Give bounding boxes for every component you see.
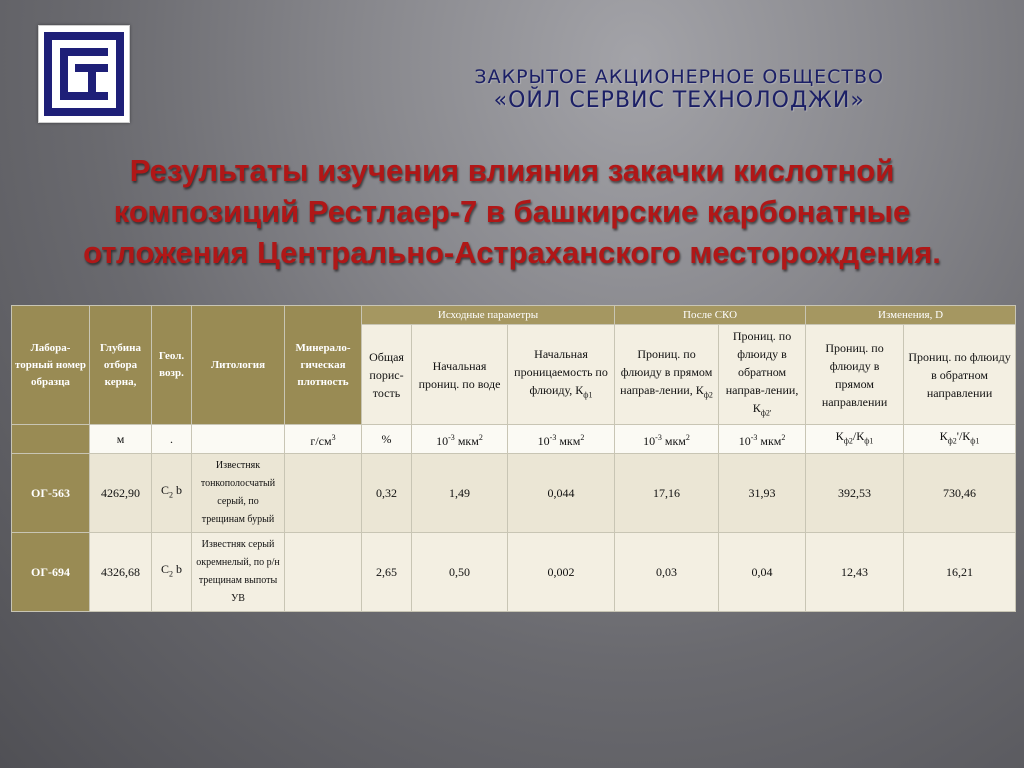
row-change-reverse: 16,21 [904, 532, 1016, 611]
unit-ratio-sub2: ф1 [970, 436, 980, 446]
row-change-reverse: 730,46 [904, 453, 1016, 532]
unit-litho [192, 425, 285, 453]
header-change-direct: Прониц. по флюиду в прямом направлении [806, 325, 904, 425]
row-age-sub: 2 [169, 490, 173, 500]
header-depth: Глубина отбора керна, [90, 306, 152, 425]
row-perm-water: 0,50 [412, 532, 508, 611]
row-age-suffix: b [173, 562, 182, 577]
company-name-line2: «ОЙЛ СЕРВИС ТЕХНОЛОДЖИ» [493, 88, 865, 113]
header-perm-direct-sub: ф2 [703, 390, 713, 400]
row-age-main: С [160, 562, 169, 577]
row-perm-reverse: 31,93 [719, 453, 806, 532]
row-age-main: С [160, 483, 169, 498]
header-perm-direct-text: Прониц. по флюиду в прямом направ-лении, К [620, 347, 713, 397]
row-perm-fluid: 0,044 [508, 453, 615, 532]
header-perm-reverse-text: Прониц. по флюиду в обратном направ-лении, К [725, 329, 799, 415]
row-litho: Известняк тонкополосчатый серый, по трещинам бурый [192, 453, 285, 532]
unit-sq: 2 [781, 432, 786, 442]
unit-perm-direct [615, 425, 719, 453]
unit-mkm: мкм [661, 433, 686, 448]
unit-exp: -3 [549, 432, 557, 442]
row-age-sub: 2 [169, 569, 173, 579]
row-age [152, 532, 192, 611]
unit-sq: 2 [580, 432, 585, 442]
unit-ratio-mid: /К [852, 429, 865, 444]
header-perm-fluid-text: Начальная проницаемость по флюиду, К [514, 347, 608, 397]
unit-age: . [152, 425, 192, 453]
table-row [12, 453, 1016, 532]
unit-exp: -3 [448, 432, 455, 442]
header-perm-direct [615, 325, 719, 425]
slide-title-line2: композиций Рестлаер-7 в башкирские карбонатные [113, 194, 911, 229]
row-perm-water: 1,49 [412, 453, 508, 532]
results-table [11, 305, 1016, 612]
unit-prefix: 10 [738, 433, 751, 448]
unit-ratio-k: К [835, 429, 844, 444]
unit-mkm: мкм [757, 433, 782, 448]
row-density [285, 453, 362, 532]
unit-mkm: мкм [556, 433, 581, 448]
unit-density-sup: 3 [331, 432, 336, 442]
unit-porosity: % [362, 425, 412, 453]
row-depth: 4262,90 [90, 453, 152, 532]
unit-prefix: 10 [643, 433, 656, 448]
unit-prefix: 10 [537, 433, 550, 448]
header-perm-water: Начальная прониц. по воде [412, 325, 508, 425]
row-age [152, 453, 192, 532]
row-porosity: 2,65 [362, 532, 412, 611]
header-perm-reverse-sub: ф2' [760, 408, 772, 418]
header-perm-fluid [508, 325, 615, 425]
row-perm-reverse: 0,04 [719, 532, 806, 611]
row-sample: ОГ-694 [12, 532, 90, 611]
unit-ratio-sub2: ф1 [864, 436, 874, 446]
row-sample: ОГ-563 [12, 453, 90, 532]
slide-title-line3: отложения Центрально-Астраханского месторождения. [83, 235, 941, 270]
row-density [285, 532, 362, 611]
unit-ratio-mid: '/К [956, 429, 971, 444]
unit-sample [12, 425, 90, 453]
header-perm-reverse [719, 325, 806, 425]
unit-perm-fluid [508, 425, 615, 453]
unit-ratio-k: К [939, 429, 948, 444]
unit-perm-reverse [719, 425, 806, 453]
units-row [12, 425, 1016, 453]
company-logo [38, 25, 130, 123]
header-litho: Литология [192, 306, 285, 425]
row-depth: 4326,68 [90, 532, 152, 611]
company-name-line1: ЗАКРЫТОЕ АКЦИОНЕРНОЕ ОБЩЕСТВО [474, 66, 884, 88]
row-perm-direct: 0,03 [615, 532, 719, 611]
unit-depth: м [90, 425, 152, 453]
slide-title-line1: Результаты изучения влияния закачки кислотной [129, 153, 895, 188]
row-litho: Известняк серый окремнелый, по р/н трещинам выпоты УВ [192, 532, 285, 611]
header-change-reverse: Прониц. по флюиду в обратном направлении [904, 325, 1016, 425]
logo-mark-icon [39, 26, 129, 122]
header-group-change: Изменения, D [806, 306, 1016, 325]
unit-ratio-sub1: ф2 [947, 436, 957, 446]
company-name [474, 66, 884, 114]
header-perm-fluid-sub: ф1 [583, 390, 593, 400]
row-perm-fluid: 0,002 [508, 532, 615, 611]
header-group-initial: Исходные параметры [362, 306, 615, 325]
row-porosity: 0,32 [362, 453, 412, 532]
unit-exp: -3 [655, 432, 662, 442]
header-sample: Лабора-торный номер образца [12, 306, 90, 425]
header-density: Минерало-гическая плотность [285, 306, 362, 425]
row-change-direct: 392,53 [806, 453, 904, 532]
unit-density [285, 425, 362, 453]
row-change-direct: 12,43 [806, 532, 904, 611]
unit-density-text: г/см [310, 433, 332, 448]
unit-change-reverse [904, 425, 1016, 453]
unit-exp: -3 [750, 432, 758, 442]
row-age-suffix: b [173, 483, 182, 498]
header-age: Геол. возр. [152, 306, 192, 425]
header-porosity: Общая порис-тость [362, 325, 412, 425]
unit-perm-water [412, 425, 508, 453]
unit-sq: 2 [478, 432, 483, 442]
unit-prefix: 10 [436, 433, 449, 448]
table-row [12, 532, 1016, 611]
unit-mkm: мкм [454, 433, 479, 448]
row-perm-direct: 17,16 [615, 453, 719, 532]
unit-sq: 2 [685, 432, 690, 442]
unit-ratio-sub1: ф2 [843, 436, 853, 446]
unit-change-direct [806, 425, 904, 453]
header-group-after: После СКО [615, 306, 806, 325]
slide-title [0, 150, 1024, 273]
header-row-1 [12, 306, 1016, 325]
